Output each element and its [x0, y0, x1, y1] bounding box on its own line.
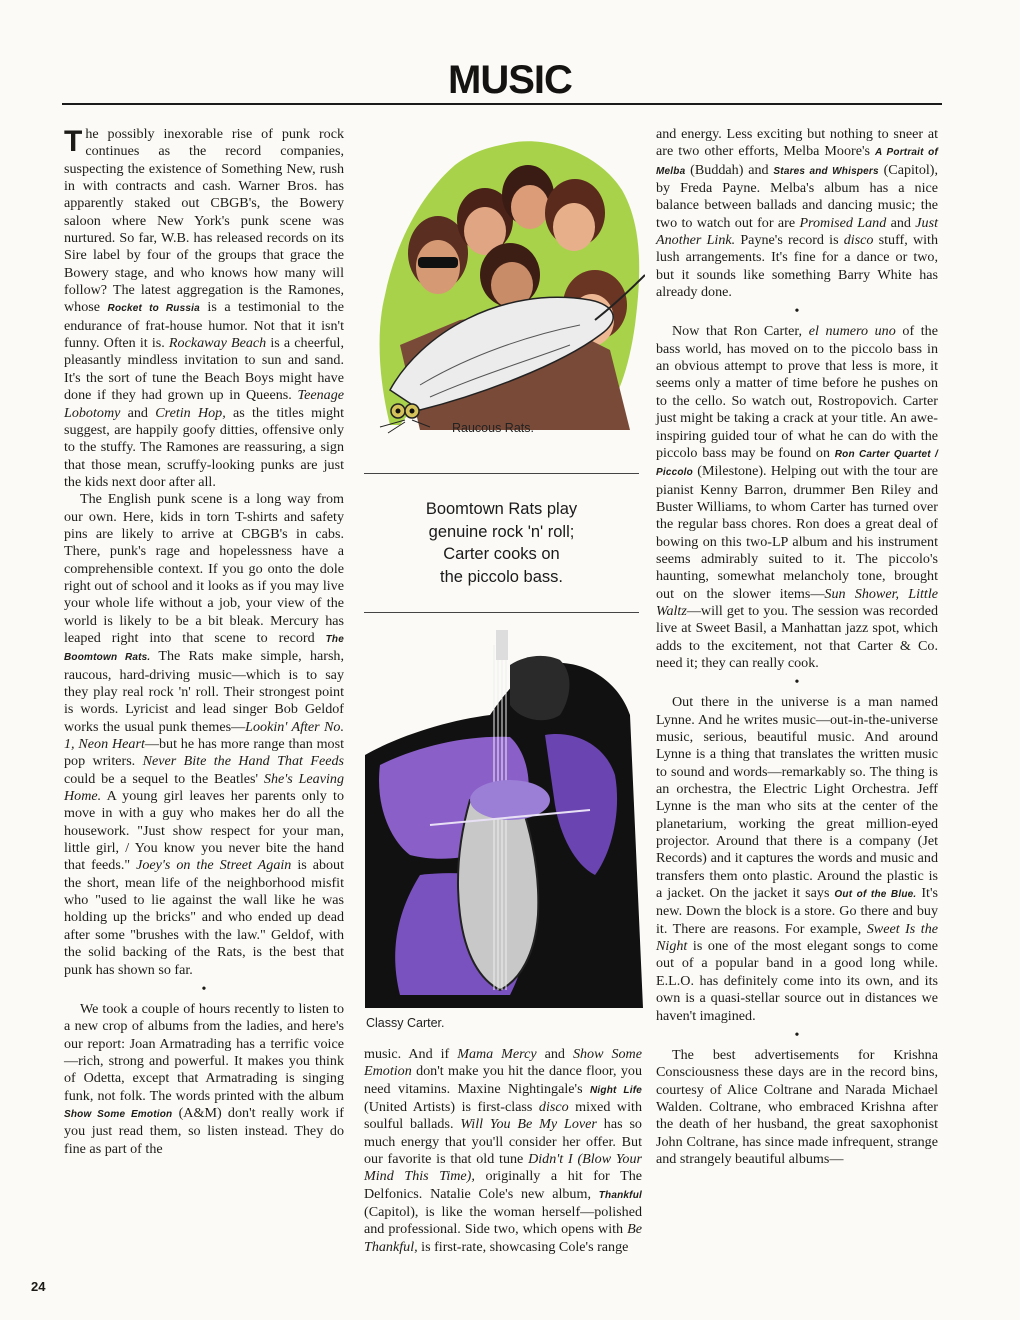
section-separator: • [201, 981, 207, 997]
pullquote [364, 498, 639, 588]
album-title: Night Life [589, 1084, 642, 1096]
title-italic: Rockaway Beach [168, 335, 267, 352]
paragraph-melba-payne [656, 126, 938, 301]
title-italic: Lookin' After No. 1, Neon Heart [64, 718, 345, 753]
text-run: The best advertisements for Krishna Consciousness these days are in the record bins, courtesy of Alice Coltrane and Narada Michael Walden. Coltrane, who embraced Krishna after the death of her husband, the great saxophonist John Coltrane, has since made infrequent, strange and strangely beautiful albums— [656, 1046, 938, 1167]
pullquote-line: genuine rock 'n' roll; [428, 522, 575, 541]
album-title: Out of the Blue. [834, 889, 917, 901]
photo-caption-rats: Raucous Rats. [452, 421, 534, 435]
album-title: Stares and Whispers [773, 165, 879, 177]
title-italic: disco [538, 1099, 569, 1116]
text-run: (A&M) don't really work if you just read them, so listen instead. They do fine as part of the [64, 1104, 344, 1157]
paragraph-english-punk [64, 491, 344, 979]
article-column-2 [364, 1046, 642, 1256]
title-italic: Sweet Is the Night [656, 920, 939, 955]
title-italic: Show Some Emotion [364, 1046, 642, 1080]
text-run: It's new. Down the block is a store. Go there and buy it. There are reasons. For example, [656, 885, 938, 937]
text-run: he possibly inexorable rise of punk rock continues as the record companies, suspecting the existence of Something New, rush in with contracts and cash. Warner Bros. has apparently staked out CBGB's, the Bowery saloon where New York's punk scene was nurtured. So far, W.B. has released records on its Sire label by four of the groups that grace the Bowery stage, and who knows how many will follow? The latest aggregation is the Ramones, whose [64, 126, 344, 316]
paragraph-punk-intro [64, 126, 344, 491]
title-italic: Be Thankful, [364, 1221, 642, 1255]
title-italic: Joey's on the Street Again [136, 857, 292, 874]
title-italic: Promised Land [799, 214, 887, 231]
title-italic: Never Bite the Hand That Feeds [142, 753, 344, 770]
title-italic: el numero uno [808, 323, 896, 340]
text-run: Out there in the universe is a man named Lynne. And he writes music—out-in-the-universe music, serious, beautiful music. And around Lynne is a thing that translates the written music to sound and words—remarkably so. The thing is an orchestra, the Electric Light Orchestra. Jeff Lynne is the man who sits at the center of the planetarium, working the great million-eyed projector. Around that there is a company (Jet Records) and it captures the words and music and transfers them onto plastic. Around the plastic is a jacket. On the jacket it says [656, 694, 938, 902]
text-run: Payne's record is [735, 232, 844, 249]
article-column-3 [656, 126, 938, 1168]
text-run: is a testimonial to the endurance of frat-house humor. Not that it isn't funny. Often it is. [64, 299, 344, 352]
paragraph-elo [656, 694, 938, 1025]
album-title: Thankful [598, 1189, 642, 1201]
text-run: —will get to you. The session was recorded live at Sweet Basil, a Manhattan jazz spot, which adds to the excitement, not that Carter & Co. need it; they can really cook. [656, 602, 938, 671]
text-run: (Capitol), is like the woman herself—polished and professional. Side two, which opens with [364, 1204, 642, 1238]
text-run: (Buddah) and [685, 161, 774, 178]
text-run: is first-rate, showcasing Cole's range [417, 1238, 629, 1255]
text-run: music. And if [364, 1046, 458, 1062]
paragraph-krishna [656, 1047, 938, 1168]
album-title: The Boomtown Rats. [64, 633, 344, 664]
title-italic: Will You Be My Lover [460, 1116, 597, 1133]
text-run: The English punk scene is a long way from our own. Here, kids in torn T-shirts and safety pins are likely to arrive at CBGB's in cabs. There, punk's rage and hopelessness have a comprehensible context. If you go onto the dole right out of school and it looks as if you may live your whole life without a job, your view of the world is likely to be a bit bleak. Mercury has leaped right into that scene to record [64, 491, 344, 646]
pullquote-rule-bottom [364, 612, 639, 613]
text-run: (Milestone). Helping out with the tour are pianist Kenny Barron, drummer Ben Riley and Buster Williams, to whom Carter has turned over the regular bass chores. Ron does a great deal of bowing on this two-LP album and his instrument seems admirably suited to it. The piccolo's haunting, somewhat melancholy tone, brought out on the slower items— [656, 463, 938, 602]
boomtown-rats-photo [360, 135, 645, 435]
header-rule [62, 103, 942, 105]
section-separator: • [794, 304, 800, 320]
text-run: is a cheerful, pleasantly mindless invitation to sun and sand. It's the sort of tune the Beach Boys might have done if they had grown up in Queens. [64, 335, 344, 404]
album-title: Rocket to Russia [107, 303, 200, 315]
text-run: as the titles might suggest, are happily goofy ditties, offensive only to the stuffy. The Ramones are reassuring, a sign that those mean, scruffy-looking punks are just the kids next door after all. [64, 404, 344, 490]
paragraph-ladies-albums [64, 1001, 344, 1158]
text-run: don't make you hit the dance floor, you need vitamins. Maxine Nightingale's [364, 1063, 642, 1097]
text-run: has so much energy that you'll consider her offer. But our favorite is that old tune [364, 1116, 642, 1168]
text-run: —but he has more range than most pop writers. [64, 736, 345, 770]
text-run: (Capitol), by Freda Payne. Melba's album has a nice balance between ballads and dancing music; the two to watch out for are [656, 161, 939, 231]
section-title: MUSIC [448, 58, 572, 102]
album-title: Ron Carter Quartet / Piccolo [656, 448, 938, 479]
pullquote-line: the piccolo bass. [440, 567, 563, 586]
text-run: stuff, with lush arrangements. It's fine for a dance or two, but it sounds like something Barry White has already done. [656, 232, 938, 301]
text-run: and [120, 404, 156, 421]
photo-caption-carter: Classy Carter. [366, 1016, 445, 1030]
album-title: Show Some Emotion [64, 1108, 173, 1120]
text-run: is one of the most elegant songs to come out of a popular band in a good long while. E.L.O. has definitely come into its own, and its own is a quasi-stellar source out in distances we haven't imagined. [656, 938, 938, 1024]
text-run: of the bass world, has moved on to the piccolo bass in an obvious attempt to prove that less is more, it seems only a matter of time before he pushes on to the cello. So watch out, Rostropovich. Carter just might be taking a crack at your title. An awe-inspiring guided tour of what he can do with the piccolo bass may be found on [656, 323, 938, 461]
page-number: 24 [31, 1279, 46, 1294]
title-italic: Just Another Link. [656, 214, 938, 249]
text-run: and [886, 214, 916, 231]
title-italic: Teenage Lobotomy [64, 387, 344, 421]
pullquote-line: Carter cooks on [443, 545, 560, 563]
title-italic: Cretin Hop, [155, 404, 226, 421]
title-italic: She's Leaving Home. [64, 770, 344, 805]
text-run: mixed with soulful ballads. [364, 1099, 642, 1133]
text-run: is about the short, mean life of the neighborhood misfit who "used to lie against the wall like he was holding up the bricks" and who ended up dead after some "brushes with the law." Geldof, with the solid backing of the Rats, is the best that punk has shown so far. [64, 857, 345, 978]
text-run: A young girl leaves her parents only to move in with a guy who makes her do all the housework. "Just show respect for your man, little girl, / You know you never bite the hand that feeds." [64, 788, 344, 874]
section-separator: • [794, 675, 800, 691]
section-separator: • [794, 1027, 800, 1043]
text-run: and [536, 1046, 573, 1062]
pullquote-rule-top [364, 473, 639, 474]
title-italic: Mama Mercy [457, 1046, 537, 1062]
paragraph-ladies-continued [364, 1046, 642, 1256]
drop-cap: T [64, 125, 83, 158]
pullquote-line: Boomtown Rats play [425, 500, 578, 518]
text-run: originally a hit for The Delfonics. Natalie Cole's new album, [364, 1168, 643, 1202]
title-italic: Sun Shower, Little Waltz [656, 585, 939, 619]
album-title: A Portrait of Melba [656, 147, 938, 177]
text-run: We took a couple of hours recently to listen to a new crop of albums from the ladies, and here's our report: Joan Armatrading has a terrific voice—rich, strong and powerful. It makes you think of Odetta, except that Armatrading is singing funk, not folk. The words printed with the album [64, 1000, 344, 1104]
text-run: Now that Ron Carter, [672, 323, 809, 340]
text-run: could be a sequel to the Beatles' [64, 770, 264, 787]
paragraph-ron-carter [656, 323, 938, 672]
article-column-1 [64, 126, 344, 1158]
title-italic: Didn't I (Blow Your Mind This Time), [364, 1151, 643, 1185]
text-run: (United Artists) is first-class [364, 1099, 539, 1116]
text-run: and energy. Less exciting but nothing to sneer at are two other efforts, Melba Moore's [656, 126, 938, 160]
title-italic: disco [843, 232, 874, 249]
text-run: The Rats make simple, harsh, raucous, hard-driving music—which is to say they play real rock 'n' roll. Their strongest point is words. Lyricist and lead singer Bob Geldof works the usual punk themes— [64, 648, 344, 735]
ron-carter-photo [360, 625, 643, 1008]
